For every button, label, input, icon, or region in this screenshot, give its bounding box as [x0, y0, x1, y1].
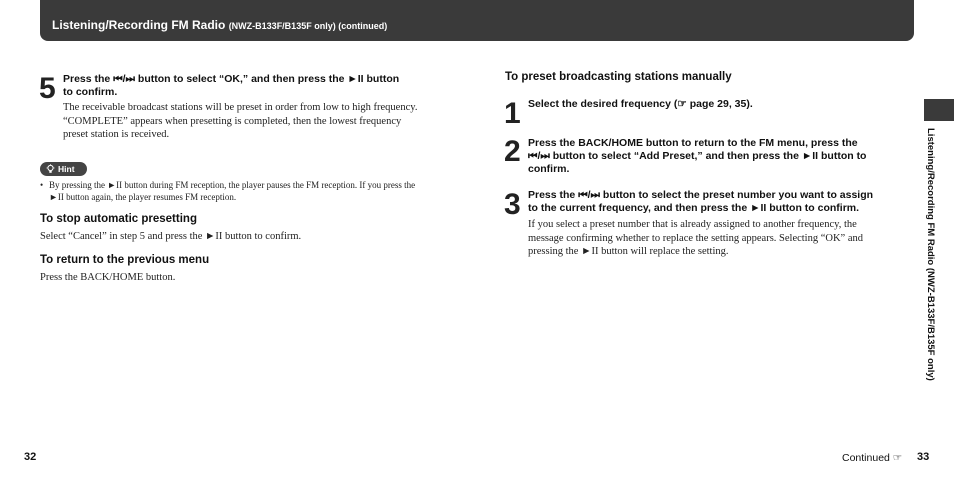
step-5-body-line2: “COMPLETE” appears when presetting is completed, then the lowest frequency: [63, 115, 402, 127]
side-label-text: Listening/Recording FM Radio (NWZ-B133F/B135F only): [925, 128, 936, 381]
step-1-number: 1: [504, 97, 521, 130]
step-3-body-line1: If you select a preset number that is already assigned to another frequency, the: [528, 219, 857, 230]
hint-label: Hint: [58, 164, 75, 174]
side-label: [924, 128, 938, 408]
step-5-number: 5: [39, 72, 56, 105]
header-title: [52, 18, 387, 32]
step-3-line2: to the current frequency, and then press the ►II button to confirm.: [528, 202, 860, 214]
step-2-line1: Press the BACK/HOME button to return to the FM menu, press the: [528, 137, 858, 149]
lightbulb-icon: [46, 164, 55, 174]
continued-label: Continued ☞: [842, 452, 903, 464]
page-number-left: 32: [24, 451, 37, 463]
step-2-heading: [528, 137, 918, 176]
step-5-line2: to confirm.: [63, 86, 118, 98]
chapter-tab: [924, 99, 954, 121]
step-5-heading: [63, 73, 463, 99]
stop-presetting-heading: To stop automatic presetting: [40, 213, 197, 225]
step-5-body-line1: The receivable broadcast stations will be preset in order from low to high frequency.: [63, 102, 418, 113]
bullet: •: [40, 180, 44, 190]
header-title-main: Listening/Recording FM Radio: [52, 18, 226, 32]
previous-menu-body: Press the BACK/HOME button.: [40, 272, 176, 283]
stop-presetting-body: Select “Cancel” in step 5 and press the ►II button to confirm.: [40, 231, 302, 242]
hint-line1-row: [40, 179, 460, 191]
hint-badge: [40, 162, 87, 176]
step-2-line3: confirm.: [528, 163, 570, 175]
header-subtitle: (NWZ-B133F/B135F only) (continued): [228, 21, 388, 31]
step-3-body-line3: pressing the ►II button will replace the setting.: [528, 246, 729, 257]
previous-menu-heading: To return to the previous menu: [40, 254, 210, 266]
step-5-body-line3: preset station is received.: [63, 129, 170, 140]
hint-line2: ►II button again, the player resumes FM reception.: [49, 192, 237, 202]
step-2-number: 2: [504, 135, 521, 168]
step-3-number: 3: [504, 188, 521, 221]
manual-preset-heading: To preset broadcasting stations manually: [505, 71, 732, 83]
step-3-body-line2: message confirming whether to replace the setting appears. Selecting “OK” and: [528, 232, 864, 244]
hint-line1: By pressing the ►II button during FM reception, the player pauses the FM reception. If you press the: [49, 180, 416, 190]
page-number-right: 33: [917, 451, 930, 463]
step-3-body: [528, 218, 918, 259]
step-2-line2: ⏮/⏭ button to select “Add Preset,” and then press the ►II button to: [528, 150, 867, 162]
hint-text: [40, 179, 460, 203]
step-1-text: Select the desired frequency (☞ page 29, 35).: [528, 98, 753, 110]
step-3-line1: Press the ⏮/⏭ button to select the preset number you want to assign: [528, 189, 874, 201]
step-5-line1: Press the ⏮/⏭ button to select “OK,” and then press the ►II button: [63, 73, 400, 85]
step-5-body: [63, 101, 473, 142]
page-header: [40, 0, 914, 41]
step-3-heading: [528, 189, 920, 215]
